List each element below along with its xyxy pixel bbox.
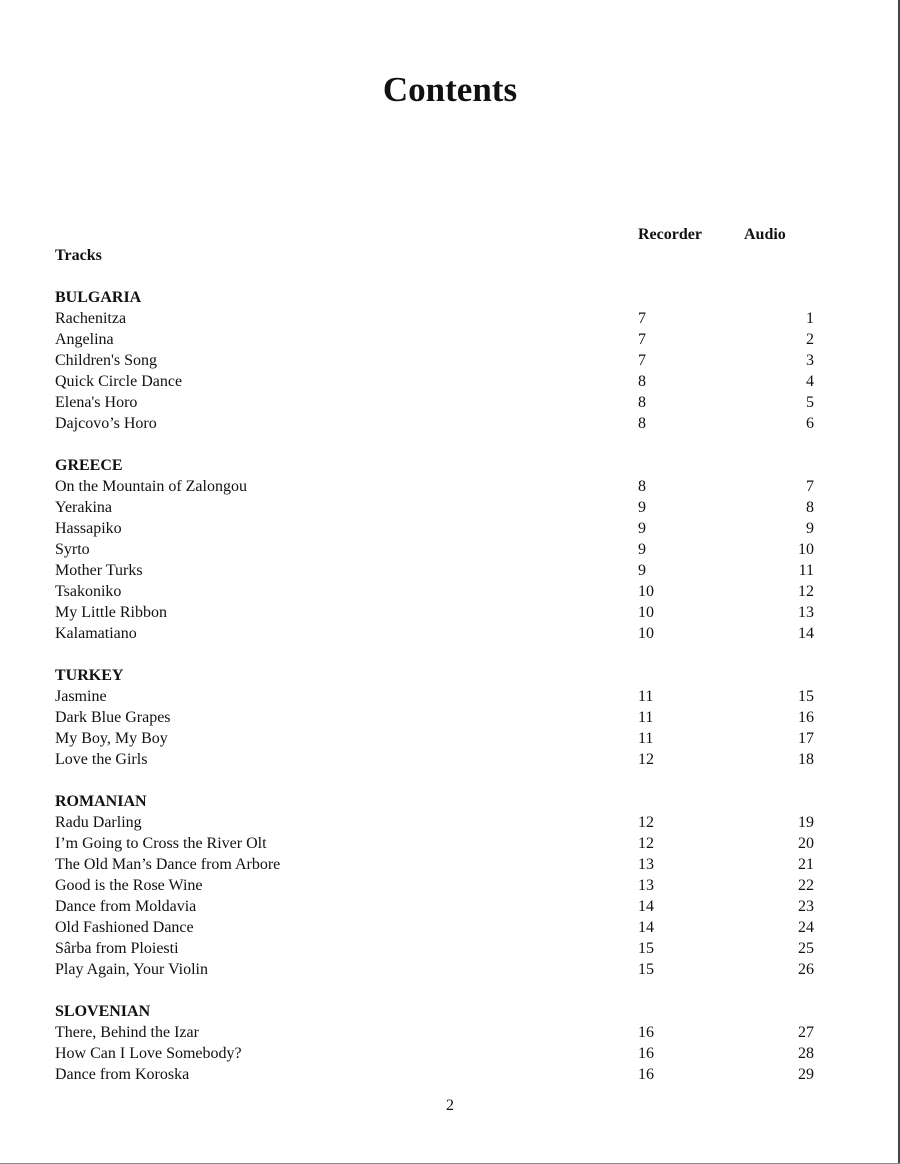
audio-track: 6 [806, 415, 814, 432]
track-title: Dark Blue Grapes [55, 709, 171, 726]
recorder-page: 8 [638, 415, 646, 432]
audio-track: 16 [798, 709, 814, 726]
page-title: Contents [382, 70, 518, 109]
audio-track: 15 [798, 688, 814, 705]
track-row [55, 959, 845, 980]
track-row [55, 833, 845, 854]
track-row [55, 476, 845, 497]
section-title: GREECE [55, 457, 123, 474]
track-row [55, 686, 845, 707]
recorder-page: 12 [638, 814, 654, 831]
track-title: Tsakoniko [55, 583, 122, 600]
track-title: Jasmine [55, 688, 107, 705]
track-title: Dajcovo’s Horo [55, 415, 157, 432]
track-title: Elena's Horo [55, 394, 138, 411]
track-row [55, 707, 845, 728]
track-title: Yerakina [55, 499, 113, 516]
audio-track: 8 [806, 499, 814, 516]
track-row [55, 329, 845, 350]
track-title: Old Fashioned Dance [55, 919, 194, 936]
track-title: There, Behind the Izar [55, 1024, 199, 1041]
toc-section [55, 1001, 845, 1085]
track-row [55, 1043, 845, 1064]
track-row [55, 308, 845, 329]
track-title: Radu Darling [55, 814, 142, 831]
track-title: On the Mountain of Zalongou [55, 478, 247, 495]
toc-section [55, 287, 845, 434]
track-title: My Boy, My Boy [55, 730, 168, 747]
audio-track: 2 [806, 331, 814, 348]
tracks-header: Tracks [55, 247, 102, 264]
track-row [55, 917, 845, 938]
track-title: Good is the Rose Wine [55, 877, 203, 894]
track-title: Rachenitza [55, 310, 127, 327]
recorder-page: 14 [638, 919, 654, 936]
recorder-page: 16 [638, 1024, 654, 1041]
audio-track: 23 [798, 898, 814, 915]
track-row [55, 812, 845, 833]
recorder-page: 16 [638, 1066, 654, 1083]
recorder-page: 7 [638, 331, 646, 348]
track-title: Dance from Moldavia [55, 898, 197, 915]
track-row [55, 1064, 845, 1085]
section-title: BULGARIA [55, 289, 142, 306]
track-title: Hassapiko [55, 520, 122, 537]
audio-track: 11 [798, 562, 814, 579]
track-row [55, 896, 845, 917]
audio-track: 9 [806, 520, 814, 537]
recorder-page: 12 [638, 835, 654, 852]
toc-section [55, 455, 845, 644]
track-title: Dance from Koroska [55, 1066, 190, 1083]
audio-track: 3 [806, 352, 814, 369]
recorder-page: 14 [638, 898, 654, 915]
recorder-page: 9 [638, 499, 646, 516]
track-row [55, 728, 845, 749]
recorder-page: 9 [638, 541, 646, 558]
recorder-column-header: Recorder [638, 226, 702, 243]
section-title: TURKEY [55, 667, 124, 684]
track-title: My Little Ribbon [55, 604, 167, 621]
track-title: Angelina [55, 331, 114, 348]
track-title: The Old Man’s Dance from Arbore [55, 856, 281, 873]
audio-track: 5 [806, 394, 814, 411]
recorder-page: 7 [638, 310, 646, 327]
audio-track: 22 [798, 877, 814, 894]
audio-track: 1 [806, 310, 814, 327]
recorder-page: 7 [638, 352, 646, 369]
track-row [55, 350, 845, 371]
track-row [55, 413, 845, 434]
recorder-page: 13 [638, 856, 654, 873]
track-row [55, 749, 845, 770]
track-title: Sârba from Ploiesti [55, 940, 179, 957]
recorder-page: 9 [638, 520, 646, 537]
audio-track: 27 [798, 1024, 814, 1041]
track-row [55, 518, 845, 539]
audio-track: 20 [798, 835, 814, 852]
recorder-page: 15 [638, 961, 654, 978]
track-row [55, 1022, 845, 1043]
track-row [55, 539, 845, 560]
audio-track: 18 [798, 751, 814, 768]
audio-track: 14 [798, 625, 814, 642]
recorder-page: 9 [638, 562, 646, 579]
track-title: I’m Going to Cross the River Olt [55, 835, 267, 852]
track-title: Kalamatiano [55, 625, 137, 642]
audio-column-header: Audio [744, 226, 786, 243]
recorder-page: 8 [638, 373, 646, 390]
track-row [55, 581, 845, 602]
recorder-page: 11 [638, 688, 654, 705]
recorder-page: 15 [638, 940, 654, 957]
track-row [55, 623, 845, 644]
track-title: How Can I Love Somebody? [55, 1045, 242, 1062]
track-title: Quick Circle Dance [55, 373, 183, 390]
table-of-contents [55, 287, 845, 1106]
track-row [55, 875, 845, 896]
audio-track: 17 [798, 730, 814, 747]
section-title: ROMANIAN [55, 793, 147, 810]
track-title: Mother Turks [55, 562, 143, 579]
audio-track: 24 [798, 919, 814, 936]
track-row [55, 602, 845, 623]
audio-track: 13 [798, 604, 814, 621]
audio-track: 26 [798, 961, 814, 978]
toc-section [55, 665, 845, 770]
recorder-page: 12 [638, 751, 654, 768]
track-row [55, 392, 845, 413]
track-row [55, 560, 845, 581]
audio-track: 29 [798, 1066, 814, 1083]
audio-track: 25 [798, 940, 814, 957]
audio-track: 19 [798, 814, 814, 831]
audio-track: 28 [798, 1045, 814, 1062]
track-title: Children's Song [55, 352, 157, 369]
recorder-page: 8 [638, 394, 646, 411]
toc-section [55, 791, 845, 980]
track-row [55, 371, 845, 392]
recorder-page: 16 [638, 1045, 654, 1062]
page-number: 2 [446, 1097, 454, 1114]
recorder-page: 11 [638, 709, 654, 726]
track-row [55, 497, 845, 518]
recorder-page: 13 [638, 877, 654, 894]
track-row [55, 854, 845, 875]
recorder-page: 11 [638, 730, 654, 747]
track-title: Syrto [55, 541, 90, 558]
audio-track: 7 [806, 478, 814, 495]
track-title: Love the Girls [55, 751, 148, 768]
track-title: Play Again, Your Violin [55, 961, 208, 978]
track-row [55, 938, 845, 959]
audio-track: 21 [798, 856, 814, 873]
recorder-page: 10 [638, 625, 654, 642]
audio-track: 10 [798, 541, 814, 558]
section-title: SLOVENIAN [55, 1003, 151, 1020]
audio-track: 4 [806, 373, 814, 390]
recorder-page: 8 [638, 478, 646, 495]
audio-track: 12 [798, 583, 814, 600]
recorder-page: 10 [638, 583, 654, 600]
recorder-page: 10 [638, 604, 654, 621]
